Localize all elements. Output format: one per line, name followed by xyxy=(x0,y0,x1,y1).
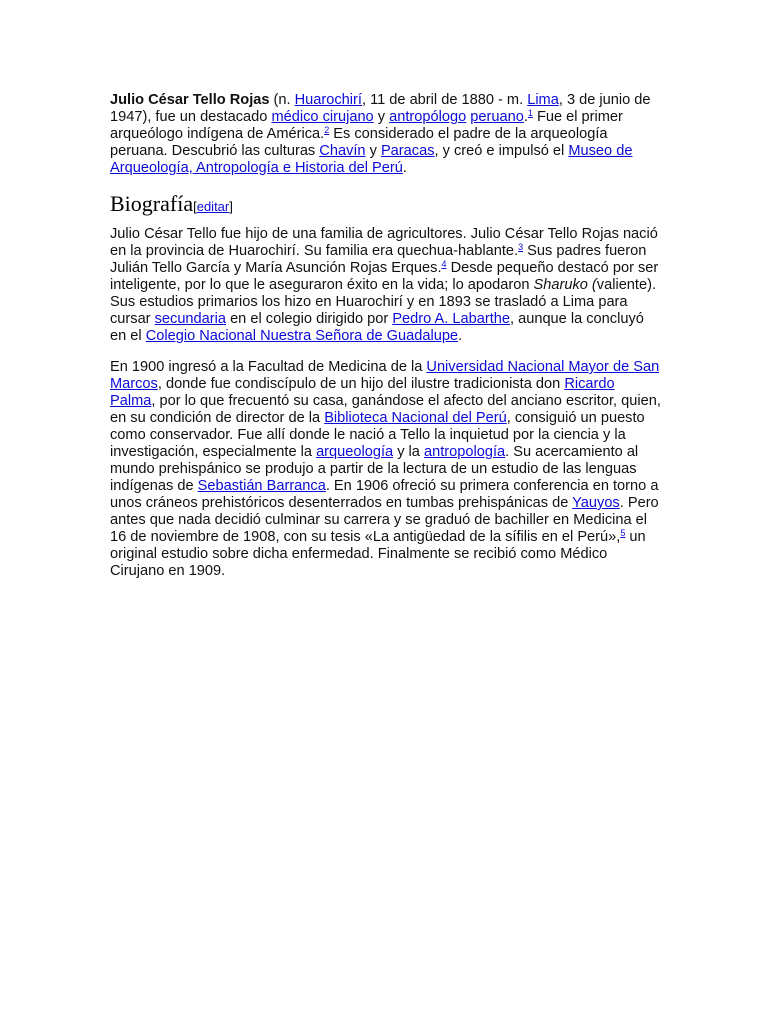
link-paracas[interactable]: Paracas xyxy=(380,143,435,159)
nickname: Sharuko ( xyxy=(533,277,597,293)
link-colegio-guadalupe[interactable]: Colegio Nacional Nuestra Señora de Guadalupe xyxy=(145,328,459,344)
body-text: Julio César Tello fue hijo de una familia de agricultores. Julio César Tello Rojas nació en la provincia de Huarochirí. Su familia era quechua-hablante. xyxy=(110,226,658,259)
link-unmsm[interactable]: Universidad Nacional Mayor de San Marcos xyxy=(110,359,660,392)
body-text: en el colegio dirigido por xyxy=(226,311,393,327)
lead-text: Fue el primer arqueólogo indígena de América. xyxy=(110,109,623,142)
biography-paragraph-1 xyxy=(110,226,662,345)
lead-text: . xyxy=(402,160,407,176)
body-text: , donde fue condiscípulo de un hijo del ilustre tradicionista don xyxy=(157,376,565,392)
link-museo[interactable]: Museo de Arqueología, Antropología e Historia del Perú xyxy=(110,143,633,176)
body-text: . xyxy=(458,328,463,344)
body-text: , consiguió un puesto como conservador. Fue allí donde le nació a Tello la inquietud por la ciencia y la investigación, especialmente la xyxy=(110,410,645,460)
edit-bracket-close: ] xyxy=(229,199,233,214)
section-title: Biografía xyxy=(110,191,194,216)
body-text: , aunque la concluyó en el xyxy=(110,311,644,344)
body-text: un original estudio sobre dicha enfermedad. Finalmente se recibió como Médico Cirujano en 1909. xyxy=(110,529,646,579)
reference-1[interactable]: 1 xyxy=(527,108,533,118)
body-text: Sus padres fueron Julián Tello García y María Asunción Rojas Erques. xyxy=(110,243,647,276)
lead-text: , 3 de junio de 1947), fue un destacado xyxy=(110,92,651,125)
lead-text: y xyxy=(365,143,381,159)
link-biblioteca-nacional[interactable]: Biblioteca Nacional del Perú xyxy=(324,410,507,426)
link-lima[interactable]: Lima xyxy=(527,92,559,108)
link-chavin[interactable]: Chavín xyxy=(319,143,366,159)
body-text: valiente). Sus estudios primarios los hizo en Huarochirí y en 1893 se trasladó a Lima para cursar xyxy=(110,277,657,327)
link-antropologo[interactable]: antropólogo xyxy=(389,109,467,125)
link-medico-cirujano[interactable]: médico cirujano xyxy=(271,109,374,125)
edit-section xyxy=(193,199,233,214)
body-text: . Pero antes que nada decidió culminar su carrera y se graduó de bachiller en Medicina el 16 de noviembre de 1908, con su tesis «La antigüedad de la sífilis en el Perú», xyxy=(110,495,659,545)
article-page xyxy=(110,92,662,580)
biography-paragraph-2 xyxy=(110,359,662,580)
edit-bracket-open: [ xyxy=(193,199,197,214)
lead-text: , y creó e impulsó el xyxy=(434,143,569,159)
link-sebastian-barranca[interactable]: Sebastián Barranca xyxy=(197,478,326,494)
body-text: Desde pequeño destacó por ser inteligente, por lo que le aseguraron éxito en la vida; lo apodaron xyxy=(110,260,659,293)
body-text: . Su acercamiento al mundo prehispánico se produjo a partir de la lectura de un estudio de las lenguas indígenas de xyxy=(110,444,639,494)
body-text: En 1900 ingresó a la Facultad de Medicina de la xyxy=(110,359,427,375)
link-antropologia[interactable]: antropología xyxy=(423,444,506,460)
reference-2[interactable]: 2 xyxy=(324,125,330,135)
link-pedro-labarthe[interactable]: Pedro A. Labarthe xyxy=(392,311,510,327)
section-heading-biografia xyxy=(110,191,662,220)
link-ricardo-palma[interactable]: Ricardo Palma xyxy=(110,376,615,409)
lead-text: , 11 de abril de 1880 - m. xyxy=(361,92,528,108)
reference-5[interactable]: 5 xyxy=(620,528,626,538)
link-huarochiri[interactable]: Huarochirí xyxy=(294,92,362,108)
body-text: y la xyxy=(393,444,424,460)
reference-4[interactable]: 4 xyxy=(441,259,447,269)
subject-name: Julio César Tello Rojas xyxy=(110,92,270,108)
link-secundaria[interactable]: secundaria xyxy=(154,311,227,327)
link-peruano[interactable]: peruano xyxy=(470,109,524,125)
link-arqueologia[interactable]: arqueología xyxy=(316,444,394,460)
body-text: , por lo que frecuentó su casa, ganándose el afecto del anciano escritor, quien, en su condición de director de la xyxy=(110,393,661,426)
lead-text: Es considerado el padre de la arqueología peruana. Descubrió las culturas xyxy=(110,126,608,159)
link-yauyos[interactable]: Yauyos xyxy=(572,495,620,511)
edit-link[interactable]: editar xyxy=(196,199,230,214)
body-text: . En 1906 ofreció su primera conferencia en torno a unos cráneos prehistóricos desenterrados en tumbas prehispánicas de xyxy=(110,478,659,511)
reference-3[interactable]: 3 xyxy=(518,242,524,252)
lead-text: y xyxy=(373,109,390,125)
lead-text: (n. xyxy=(269,92,295,108)
lead-paragraph xyxy=(110,92,662,177)
lead-text: . xyxy=(523,109,528,125)
